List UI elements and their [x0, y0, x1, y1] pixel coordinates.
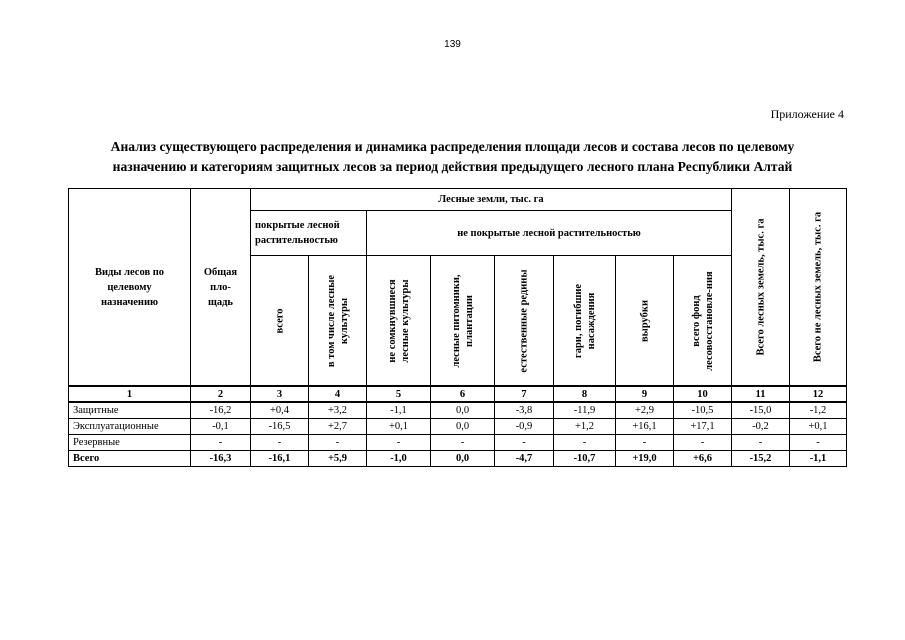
- header-not-covered: не покрытые лесной растительностью: [367, 211, 732, 256]
- forest-distribution-table: [68, 188, 847, 467]
- table-cell: +3,2: [309, 402, 367, 419]
- table-cell: -15,2: [732, 451, 790, 467]
- table-cell: -16,2: [191, 402, 251, 419]
- row-name: Эксплуатационные: [69, 419, 191, 435]
- table-cell: -16,1: [251, 451, 309, 467]
- title-line-2: назначению и категориям защитных лесов за период действия предыдущего лесного плана Республики Алтай: [112, 159, 793, 174]
- header-total-non-forest-lands: Всего не лесных земель, тыс. га: [790, 189, 847, 387]
- table-cell: +2,9: [616, 402, 674, 419]
- table-cell: +16,1: [616, 419, 674, 435]
- document-title: [60, 137, 845, 177]
- table-cell: -: [732, 435, 790, 451]
- table-cell: 0,0: [431, 451, 495, 467]
- table-cell: -0,9: [495, 419, 554, 435]
- table-cell: +2,7: [309, 419, 367, 435]
- table-cell: -10,5: [674, 402, 732, 419]
- column-number: 12: [790, 386, 847, 402]
- table-cell: -: [309, 435, 367, 451]
- table-cell: -1,1: [790, 451, 847, 467]
- table-cell: +0,1: [790, 419, 847, 435]
- row-name: Защитные: [69, 402, 191, 419]
- column-number: 1: [69, 386, 191, 402]
- subheader-reforestation-fund: всего фонд лесовосстановле-ния: [674, 256, 732, 387]
- table-row: [69, 402, 847, 419]
- page-number: 139: [444, 39, 461, 50]
- table-cell: 0,0: [431, 402, 495, 419]
- column-number: 4: [309, 386, 367, 402]
- subheader-unclosed-cultures: не сомкнувшиеся лесные культуры: [367, 256, 431, 387]
- column-number: 11: [732, 386, 790, 402]
- column-number: 2: [191, 386, 251, 402]
- table-row: [69, 435, 847, 451]
- table-cell: -1,1: [367, 402, 431, 419]
- table-cell: +19,0: [616, 451, 674, 467]
- table-cell: -3,8: [495, 402, 554, 419]
- table-cell: +5,9: [309, 451, 367, 467]
- table-cell: -: [431, 435, 495, 451]
- header-total-forest-lands: Всего лесных земель, тыс. га: [732, 189, 790, 387]
- table-cell: -: [251, 435, 309, 451]
- appendix-label: Приложение 4: [770, 107, 844, 121]
- table-cell: +1,2: [554, 419, 616, 435]
- column-number: 10: [674, 386, 732, 402]
- header-covered: покрытые лесной растительностью: [251, 211, 367, 256]
- column-number: 6: [431, 386, 495, 402]
- table-cell: -16,5: [251, 419, 309, 435]
- table-cell: -: [790, 435, 847, 451]
- subheader-total: всего: [251, 256, 309, 387]
- header-forest-lands: Лесные земли, тыс. га: [251, 189, 732, 211]
- table-cell: -4,7: [495, 451, 554, 467]
- table-cell: +17,1: [674, 419, 732, 435]
- subheader-nurseries: лесные питомники, плантации: [431, 256, 495, 387]
- row-name: Резервные: [69, 435, 191, 451]
- column-number: 7: [495, 386, 554, 402]
- table-cell: -: [554, 435, 616, 451]
- header-forest-type: Виды лесов по целевому назначению: [69, 189, 191, 387]
- table-cell: +0,1: [367, 419, 431, 435]
- table-cell: -1,0: [367, 451, 431, 467]
- column-number: 3: [251, 386, 309, 402]
- subheader-burnt-dead: гари, погибшие насаждения: [554, 256, 616, 387]
- column-number-row: [69, 386, 847, 402]
- table-cell: -: [495, 435, 554, 451]
- table-cell: -0,1: [191, 419, 251, 435]
- table-row: [69, 419, 847, 435]
- subheader-clearings: вырубки: [616, 256, 674, 387]
- column-number: 5: [367, 386, 431, 402]
- table-cell: -: [367, 435, 431, 451]
- table-cell: -: [616, 435, 674, 451]
- title-line-1: Анализ существующего распределения и динамика распределения площади лесов и состава лесов по целевому: [110, 139, 795, 154]
- table-cell: -15,0: [732, 402, 790, 419]
- table-total-row: [69, 451, 847, 467]
- column-number: 9: [616, 386, 674, 402]
- subheader-natural-sparse: естественные редины: [495, 256, 554, 387]
- table-cell: -16,3: [191, 451, 251, 467]
- table-cell: 0,0: [431, 419, 495, 435]
- table-cell: +0,4: [251, 402, 309, 419]
- table-cell: -1,2: [790, 402, 847, 419]
- table-cell: -10,7: [554, 451, 616, 467]
- column-number: 8: [554, 386, 616, 402]
- table-cell: -0,2: [732, 419, 790, 435]
- table-cell: -: [674, 435, 732, 451]
- subheader-forest-cultures: в том числе лесные культуры: [309, 256, 367, 387]
- table-cell: -11,9: [554, 402, 616, 419]
- table-cell: -: [191, 435, 251, 451]
- header-total-area: Общая пло-щадь: [191, 189, 251, 387]
- table-cell: +6,6: [674, 451, 732, 467]
- row-name: Всего: [69, 451, 191, 467]
